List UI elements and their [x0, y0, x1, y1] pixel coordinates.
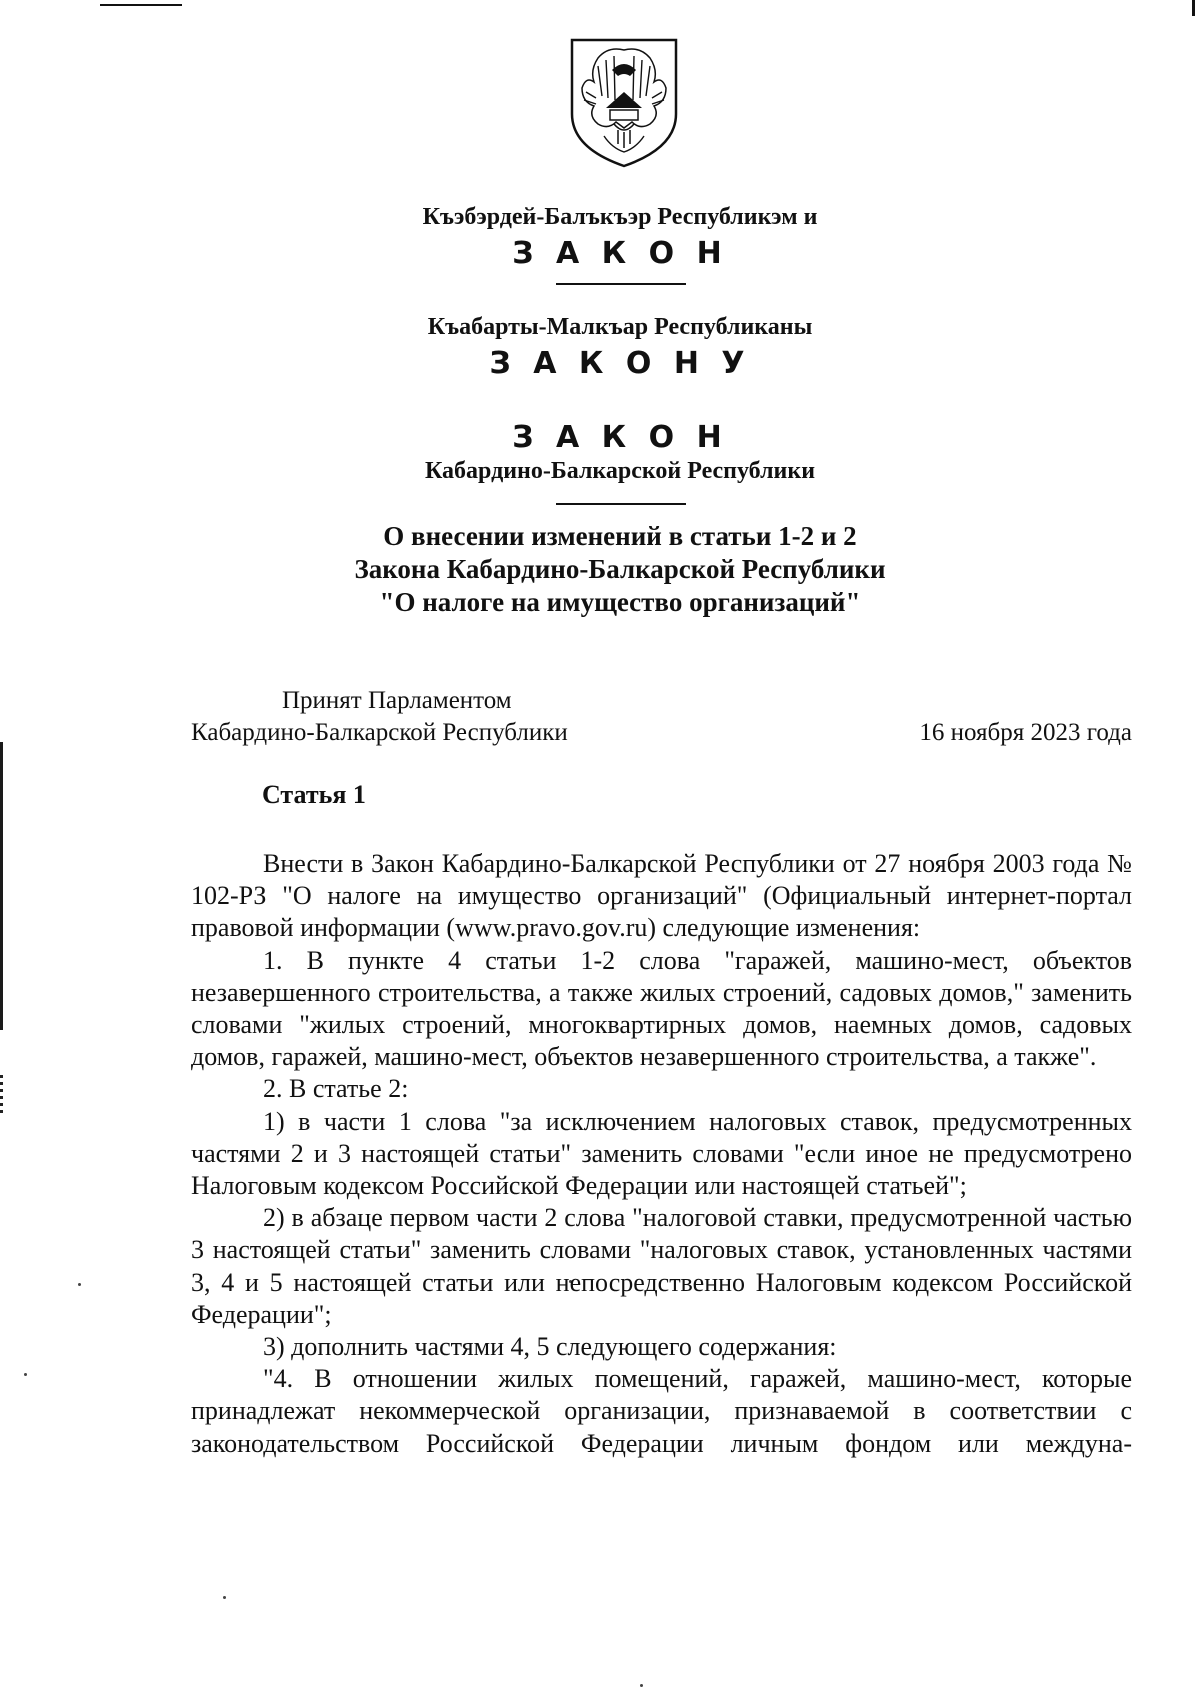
russian-zakon-word: З А К О Н [512, 420, 728, 455]
article-paragraph: 1) в части 1 слова "за исключением налоговых ставок, предусмотренных частями 2 и 3 настоящей статьи" заменить словами "если иное не предусмотрено Налоговым кодексом Российской Федерации или настоящей статьей"; [191, 1106, 1132, 1201]
scan-artifact-top [100, 4, 182, 6]
scan-speck [78, 1283, 81, 1286]
adoption-date: 16 ноября 2023 года [919, 719, 1132, 746]
coat-of-arms-emblem [568, 36, 680, 170]
scan-speck [24, 1373, 27, 1376]
article-heading: Статья 1 [262, 780, 366, 809]
scan-artifact-right [1192, 0, 1195, 16]
scan-artifact-left-dashed [0, 1075, 3, 1115]
balkar-zakon-word: З А К О Н У [489, 346, 751, 381]
document-title-line: "О налоге на имущество организаций" [379, 587, 861, 617]
article-paragraph: 2) в абзаце первом части 2 слова "налоговой ставки, предусмотренной частью 3 настоящей статьи" заменить словами "налоговых ставок, установленных частями 3, 4 и 5 настоящей статьи или непосредственно Налоговым кодексом Российской Федерации"; [191, 1203, 1132, 1329]
adoption-line-1: Принят Парламентом [282, 687, 512, 714]
article-paragraph: 3) дополнить частями 4, 5 следующего содержания: [263, 1332, 837, 1362]
header-divider [556, 283, 686, 285]
document-title-line: Закона Кабардино-Балкарской Республики [354, 554, 886, 584]
balkar-republic-line: Къабарты-Малкъар Республиканы [427, 314, 813, 340]
header-divider [556, 503, 686, 505]
article-body [191, 848, 1132, 1460]
article-paragraph: 2. В статье 2: [263, 1074, 409, 1104]
adoption-line-2: Кабардино-Балкарской Республики [191, 719, 568, 746]
russian-republic-line: Кабардино-Балкарской Республики [424, 458, 816, 484]
scan-speck [640, 1684, 643, 1687]
article-paragraph: Внести в Закон Кабардино-Балкарской Республики от 27 ноября 2003 года № 102-РЗ "О налоге на имущество организаций" (Официальный интернет-портал правовой информации (www.pravo.gov.ru) следующие изменения: [191, 849, 1132, 943]
kabardian-zakon-word: З А К О Н [512, 236, 728, 271]
scan-artifact-left [0, 742, 3, 1030]
scan-speck [223, 1596, 226, 1599]
article-paragraph: 1. В пункте 4 статьи 1-2 слова "гаражей, машино-мест, объектов незавершенного строительства, а также жилых строений, садовых домов," заменить словами "жилых строений, многоквартирных домов, наемных домов, садовых домов, гаражей, машино-мест, объектов незавершенного строительства, а также". [191, 945, 1132, 1072]
document-title-line: О внесении изменений в статьи 1-2 и 2 [383, 521, 857, 551]
kabardian-republic-line: Къэбэрдей-Балъкъэр Республикэм и [422, 204, 818, 230]
article-paragraph: "4. В отношении жилых помещений, гаражей, машино-мест, которые принадлежат некоммерческой организации, признаваемой в соответствии с законодательством Российской Федерации личным фондом или междуна- [191, 1364, 1132, 1458]
